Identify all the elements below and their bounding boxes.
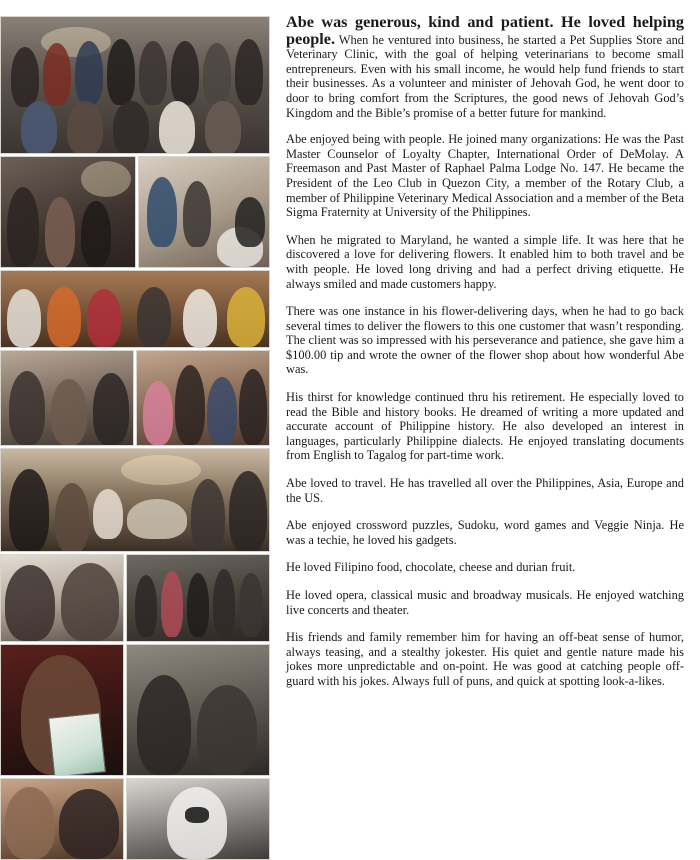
photo-restaurant-group — [0, 270, 270, 348]
paragraph-organizations: Abe enjoyed being with people. He joined many organizations: He was the Past Master Counselor of Loyalty Chapter, International Order of DeMolay. A Freemason and Past Master of Raphael Palma Lodge No. 147. He became the President of the Leo Club in Quezon City, a member of the Rotary Club, a member of Philippine Veterinary Medical Association and a member of the Beta Sigma Fraternity at University of the Philippines. — [286, 132, 684, 220]
photo-selfie-pair — [0, 778, 124, 860]
photo-selfie-woman — [0, 554, 124, 642]
photo-costume — [126, 778, 270, 860]
photo-indoor-group — [126, 554, 270, 642]
paragraph-lead: Abe was generous, kind and patient. He loved helping people. — [286, 13, 684, 48]
biography-text — [286, 14, 684, 702]
photo-family-dinner — [0, 156, 136, 268]
photo-collage — [0, 16, 270, 860]
photo-portrait-glasses — [0, 644, 124, 776]
paragraph-humor: His friends and family remember him for having an off-beat sense of humor, always teasing, and a stealthy jokester. His quiet and gentle nature made his jokes more unpredictable and on-point. He was good at catching people off-guard with his jokes. Always full of puns, and quick at spotting look-a-likes. — [286, 630, 684, 688]
photo-couple-couch — [0, 350, 134, 446]
paragraph-food: He loved Filipino food, chocolate, cheese and durian fruit. — [286, 560, 576, 575]
paragraph-knowledge: His thirst for knowledge continued thru his retirement. He especially loved to read the Bible and history books. He dreamed of writing a more updated and accurate account of Philippine history. He also developed an interest in languages, particularly Philippine dialects. He enjoyed translating documents from English to Tagalog for part-time work. — [286, 390, 684, 463]
photo-home-visit — [138, 156, 270, 268]
paragraph-body: When he ventured into business, he started a Pet Supplies Store and Veterinary Clinic, with the goal of helping veterinarians to become small entrepreneurs. Even with his small income, he would help fund friends to start their businesses. As a volunteer and minister of Jehovah God, he went door to door to bring comfort from the Scriptures, the good news of Jehovah God’s Kingdom and the Bible’s promise of a better future for mankind. — [286, 32, 684, 120]
booklet-image — [48, 712, 106, 776]
paragraph-flower-story: There was one instance in his flower-delivering days, when he had to go back several times to deliver the flowers to this one customer that wasn’t responding. The client was so impressed with his perseverance and patience, she gave him a $100.00 tip and wrote the owner of the flower shop about how wonderful Abe was. — [286, 304, 684, 377]
paragraph-generosity — [286, 14, 684, 120]
paragraph-puzzles: Abe enjoyed crossword puzzles, Sudoku, word games and Veggie Ninja. He was a techie, he loved his gadgets. — [286, 518, 684, 547]
group-photo-lodge — [0, 16, 270, 154]
photo-family-portrait — [136, 350, 270, 446]
paragraph-travel: Abe loved to travel. He has travelled all over the Philippines, Asia, Europe and the US. — [286, 476, 684, 505]
photo-street-selfie — [126, 644, 270, 776]
paragraph-music: He loved opera, classical music and broadway musicals. He enjoyed watching live concerts and theater. — [286, 588, 684, 617]
paragraph-maryland: When he migrated to Maryland, he wanted a simple life. It was here that he discovered a love for delivering flowers. It enabled him to both travel and be with people. He loved long driving and had a perfect driving etiquette. He always smiled and made customers happy. — [286, 232, 684, 291]
photo-dinner-table — [0, 448, 270, 552]
